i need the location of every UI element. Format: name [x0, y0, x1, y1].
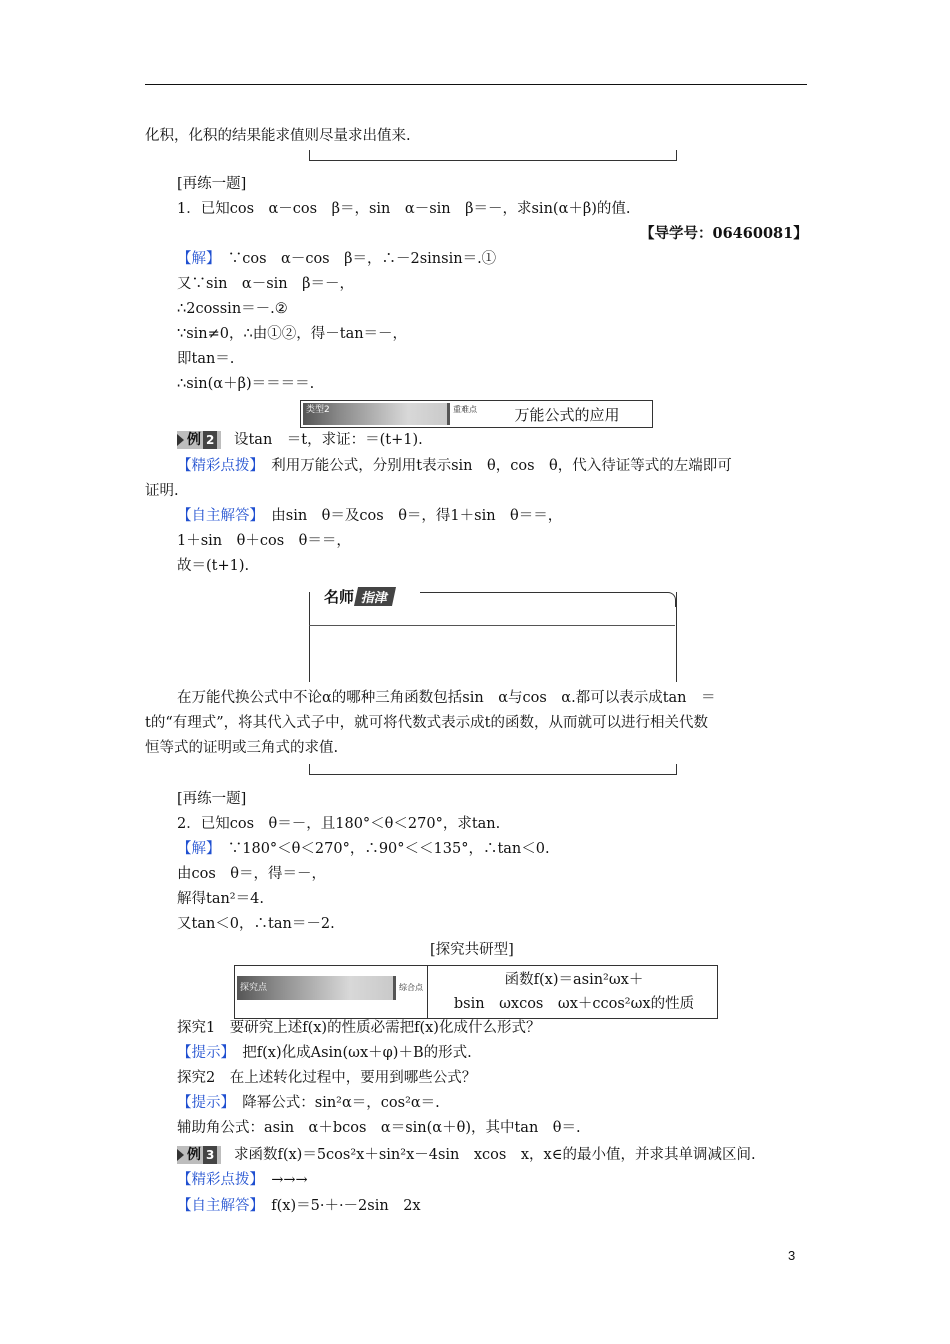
text-line: 1＋sin θ＋cos θ＝＝，	[177, 533, 351, 549]
text-line: ∴sin(α＋β)＝＝＝＝.	[177, 376, 315, 392]
explore-banner	[234, 965, 718, 1019]
text-line: 辅助角公式：asin α＋bcos α＝sin(α＋θ)，其中tan θ＝.	[177, 1120, 581, 1136]
explore-label: 探究点	[237, 976, 425, 1000]
hint-line: 【提示】 降幂公式：sin²α＝，cos²α＝.	[177, 1095, 440, 1111]
text-line: 又∵sin α－sin β＝－，	[177, 276, 355, 292]
hint-tag: 【精彩点拨】	[177, 1172, 257, 1188]
solution-line: 【解】 ∵180°＜θ＜270°，∴90°＜＜135°，∴tan＜0.	[177, 841, 550, 857]
type2-banner	[300, 400, 653, 428]
explore-title-2: bsin ωxcos ωx＋ccos²ωx的性质	[453, 996, 695, 1012]
solution-line: 【解】 ∵cos α－cos β＝，∴－2sinsin＝.①	[177, 251, 497, 267]
tip-text: t的“有理式”，将其代入式子中，就可将代数式表示成t的函数，从而就可以进行相关代数	[145, 715, 708, 731]
header-rule	[145, 84, 807, 85]
text-line: 化积，化积的结果能求值则尽量求出值来.	[145, 128, 411, 144]
hint-line: 【提示】 把f(x)化成Asin(ωx＋φ)＋B的形式.	[177, 1045, 472, 1061]
guide-number: 【导学号：06460081】	[640, 225, 808, 242]
tip-frame-top	[420, 592, 676, 607]
text-line: 又tan＜0，∴tan＝－2.	[177, 916, 335, 932]
page-number: 3	[788, 1248, 796, 1263]
practice-heading: [再练一题]	[177, 791, 247, 807]
explore-question-1: 探究1 要研究上述f(x)的性质必需把f(x)化成什么形式？	[177, 1020, 541, 1036]
exercise-1: 1．已知cos α－cos β＝，sin α－sin β＝－，求sin(α＋β)的值.	[177, 201, 631, 217]
text-line: 解得tan²＝4.	[177, 891, 264, 907]
explore-tag: 综合点	[393, 976, 433, 1000]
explore-title-1: 函数f(x)＝asin²ωx＋	[504, 972, 644, 988]
hint-tag: 【提示】	[177, 1095, 228, 1111]
solution-tag: 【解】	[177, 251, 214, 267]
practice-heading: [再练一题]	[177, 176, 247, 192]
type2-tag: 重难点	[447, 403, 487, 425]
section-bracket-bottom	[309, 150, 677, 161]
example-2-line: 例 2 设tan ＝t，求证：＝(t+1).	[177, 430, 423, 450]
text-line: 即tan＝.	[177, 351, 235, 367]
text-line: 由cos θ＝，得＝－，	[177, 866, 327, 882]
text-line: 证明.	[145, 483, 179, 499]
tip-text: 在万能代换公式中不论α的哪种三角函数包括sin α与cos α.都可以表示成tan ＝	[177, 690, 716, 706]
tip-divider	[309, 625, 675, 626]
text-line: ∴2cossin＝－.②	[177, 301, 288, 317]
example-badge: 例 3	[177, 1146, 221, 1164]
type2-title: 万能公式的应用	[514, 406, 620, 424]
teacher-tip-header: 名师 指津	[320, 586, 398, 608]
answer-line: 【自主解答】 由sin θ＝及cos θ＝，得1＋sin θ＝＝，	[177, 508, 563, 524]
answer-tag: 【自主解答】	[177, 1198, 257, 1214]
solution-tag: 【解】	[177, 841, 214, 857]
exercise-2: 2．已知cos θ＝－，且180°＜θ＜270°，求tan.	[177, 816, 501, 832]
text-line: 故＝(t+1).	[177, 558, 250, 574]
hint-tag: 【提示】	[177, 1045, 228, 1061]
explore-divider	[427, 966, 428, 1018]
example-badge: 例 2	[177, 431, 221, 449]
answer-line: 【自主解答】 f(x)＝5·＋·－2sin 2x	[177, 1198, 421, 1214]
text-line: ∵sin≠0，∴由①②，得－tan＝－，	[177, 326, 408, 342]
example-3-line: 例 3 求函数f(x)＝5cos²x＋sin²x－4sin xcos x，x∈的最小值，并求其单调减区间.	[177, 1145, 756, 1165]
hint-line: 【精彩点拨】 利用万能公式，分别用t表示sin θ，cos θ，代入待证等式的左端即可	[177, 458, 732, 474]
hint-line: 【精彩点拨】 →→→	[177, 1172, 308, 1188]
answer-tag: 【自主解答】	[177, 508, 257, 524]
explore-heading: [探究共研型]	[430, 942, 514, 958]
type2-label: 类型2	[303, 403, 478, 425]
explore-question-2: 探究2 在上述转化过程中，要用到哪些公式？	[177, 1070, 477, 1086]
tip-bracket-bottom	[309, 764, 677, 775]
tip-text: 恒等式的证明或三角式的求值.	[145, 740, 339, 756]
hint-tag: 【精彩点拨】	[177, 458, 257, 474]
